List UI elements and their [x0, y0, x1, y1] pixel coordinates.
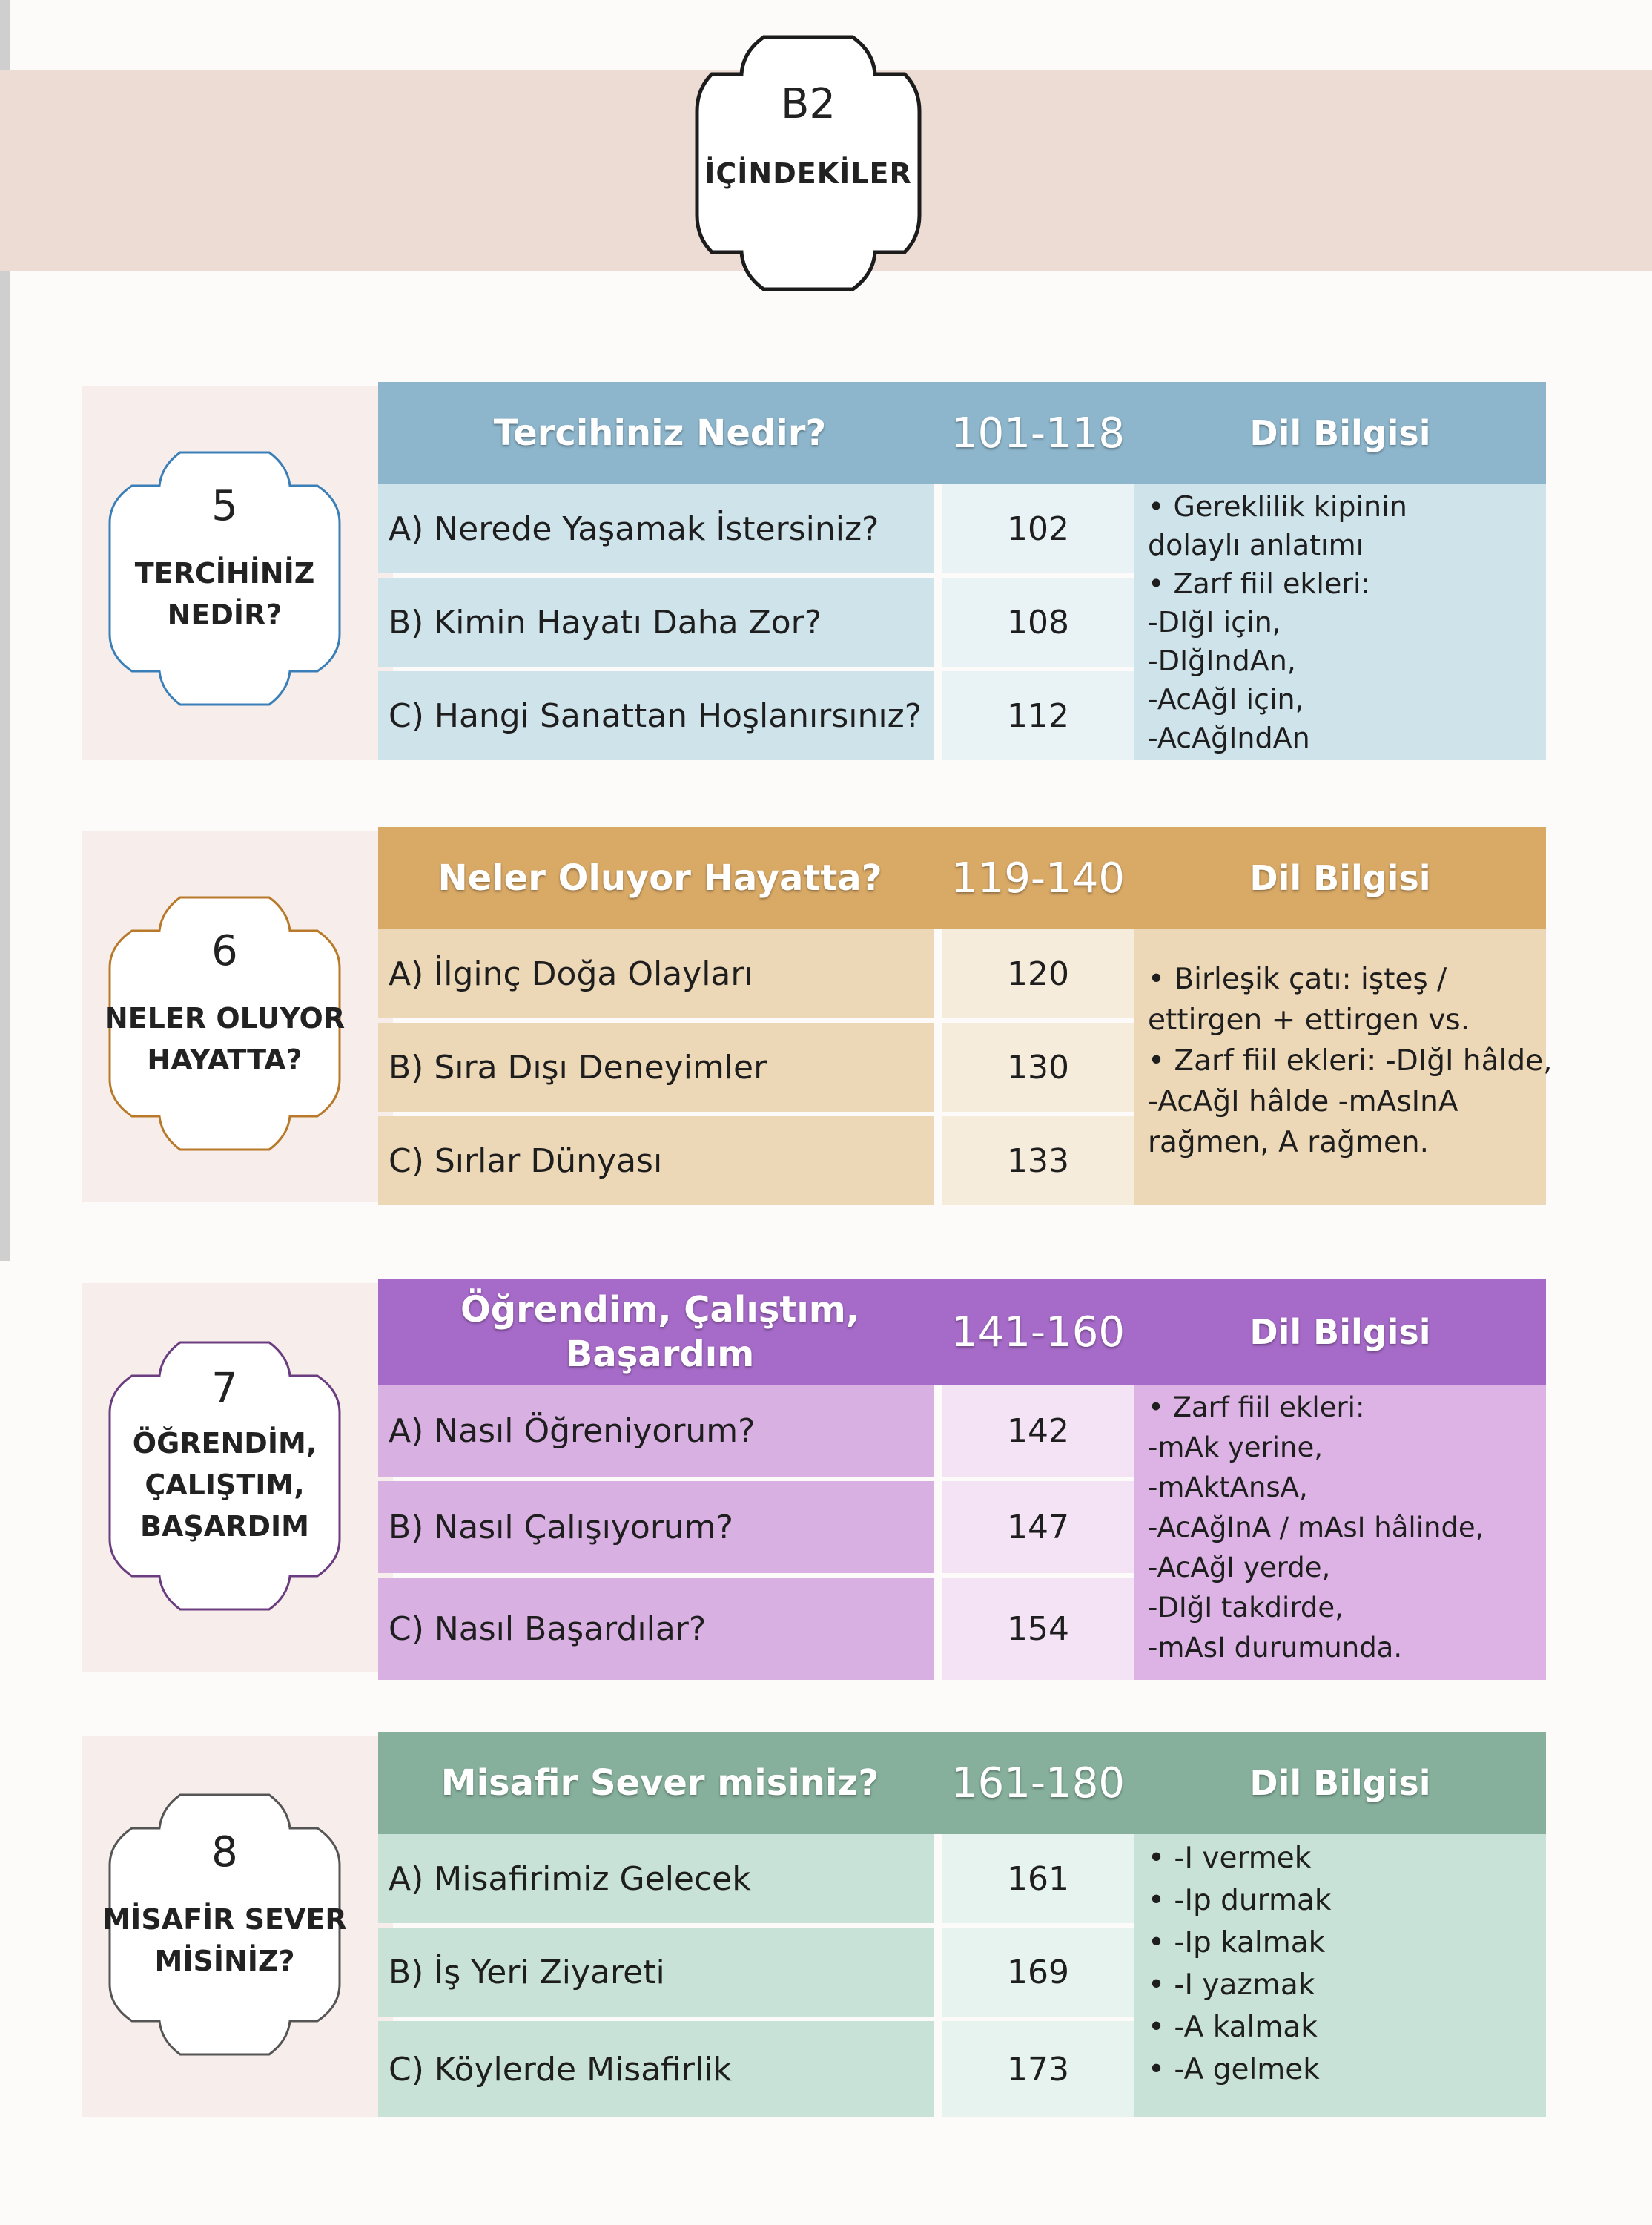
lesson-row[interactable]	[378, 671, 1134, 760]
unit-7-title: Öğrendim, Çalıştım, Başardım	[460, 1289, 860, 1375]
lesson-page[interactable]: 108	[942, 578, 1134, 667]
lesson-title[interactable]: B) Nasıl Çalışıyorum?	[378, 1481, 934, 1573]
lesson-title[interactable]: A) İlginç Doğa Olayları	[378, 929, 934, 1018]
lesson-page[interactable]: 147	[942, 1481, 1134, 1573]
unit-6-number: 6	[211, 927, 238, 975]
unit-8-grammar-notes: • -I vermek • -Ip durmak • -Ip kalmak • -I yazmak • -A kalmak • -A gelmek	[1134, 1834, 1546, 2117]
lesson-page[interactable]: 142	[942, 1385, 1134, 1477]
lesson-title[interactable]: B) İş Yeri Ziyareti	[378, 1928, 934, 2017]
unit-8-name: MİSAFİR SEVER MİSİNİZ?	[102, 1903, 347, 1977]
unit-8-title: Misafir Sever misiniz?	[440, 1762, 879, 1804]
unit-7-grammar-notes: • Zarf fiil ekleri: -mAk yerine, -mAktAnsA, -AcAğInA / mAsI hâlinde, -AcAğI yerde, -DIğI takdirde, -mAsI durumunda.	[1134, 1385, 1546, 1680]
lesson-row[interactable]	[378, 578, 1134, 667]
lesson-title[interactable]: C) Sırlar Dünyası	[378, 1116, 934, 1205]
lesson-title[interactable]: B) Sıra Dışı Deneyimler	[378, 1023, 934, 1112]
lesson-page[interactable]: 133	[942, 1116, 1134, 1205]
unit-6-table-header	[378, 827, 1546, 929]
unit-7-table	[378, 1279, 1546, 1680]
lesson-page[interactable]: 120	[942, 929, 1134, 1018]
unit-7-number: 7	[211, 1365, 238, 1413]
book-level: B2	[780, 80, 836, 128]
lesson-row[interactable]	[378, 1928, 1134, 2017]
unit-6-page-range: 119-140	[951, 854, 1125, 903]
unit-6-grammar-label: Dil Bilgisi	[1249, 858, 1431, 898]
lesson-page[interactable]: 102	[942, 484, 1134, 573]
unit-8-table-header	[378, 1732, 1546, 1834]
unit-5-table-header	[378, 382, 1546, 484]
unit-8-label	[99, 1787, 351, 2062]
unit-6-title: Neler Oluyor Hayatta?	[437, 857, 882, 899]
lesson-page[interactable]: 154	[942, 1578, 1134, 1680]
unit-5-name: TERCİHİNİZ NEDİR?	[134, 557, 315, 631]
unit-7-label	[99, 1335, 351, 1617]
lesson-row[interactable]	[378, 2021, 1134, 2117]
lesson-row[interactable]	[378, 1023, 1134, 1112]
unit-5-label	[99, 445, 351, 712]
lesson-title[interactable]: A) Nerede Yaşamak İstersiniz?	[378, 484, 934, 573]
lesson-row[interactable]	[378, 1116, 1134, 1205]
lesson-page[interactable]: 161	[942, 1834, 1134, 1923]
unit-7-table-header	[378, 1279, 1546, 1385]
lesson-row[interactable]	[378, 1481, 1134, 1573]
unit-6-label	[99, 890, 351, 1157]
unit-5-number: 5	[211, 482, 238, 530]
unit-6-table	[378, 827, 1553, 1205]
lesson-page[interactable]: 112	[942, 671, 1134, 760]
unit-7-grammar-label: Dil Bilgisi	[1249, 1312, 1431, 1352]
unit-8-number: 8	[211, 1828, 238, 1876]
unit-7-name: ÖĞRENDİM, ÇALIŞTIM, BAŞARDIM	[132, 1427, 317, 1543]
unit-8-table	[378, 1732, 1546, 2117]
lesson-page[interactable]: 173	[942, 2021, 1134, 2117]
page-title: İÇİNDEKİLER	[704, 157, 912, 190]
lesson-row[interactable]	[378, 1578, 1134, 1680]
unit-8-grammar-label: Dil Bilgisi	[1249, 1763, 1431, 1803]
lesson-title[interactable]: B) Kimin Hayatı Daha Zor?	[378, 578, 934, 667]
lesson-page[interactable]: 130	[942, 1023, 1134, 1112]
lesson-title[interactable]: C) Hangi Sanattan Hoşlanırsınız?	[378, 671, 934, 760]
lesson-title[interactable]: C) Köylerde Misafirlik	[378, 2021, 934, 2117]
unit-5-table	[378, 382, 1546, 760]
unit-5-page-range: 101-118	[951, 409, 1125, 458]
unit-7-page-range: 141-160	[951, 1308, 1125, 1357]
lesson-title[interactable]: A) Misafirimiz Gelecek	[378, 1834, 934, 1923]
lesson-row[interactable]	[378, 1834, 1134, 1923]
lesson-row[interactable]	[378, 929, 1134, 1018]
unit-5-title: Tercihiniz Nedir?	[493, 412, 827, 454]
lesson-row[interactable]	[378, 1385, 1134, 1477]
unit-5-grammar-notes: • Gereklilik kipinin dolaylı anlatımı • Zarf fiil ekleri: -DIğI için, -DIğIndAn, -AcAğI için, -AcAğIndAn	[1134, 484, 1546, 760]
lesson-row[interactable]	[378, 484, 1134, 573]
lesson-page[interactable]: 169	[942, 1928, 1134, 2017]
lesson-title[interactable]: A) Nasıl Öğreniyorum?	[378, 1385, 934, 1477]
unit-6-grammar-notes: • Birleşik çatı: işteş / ettirgen + ettirgen vs. • Zarf fiil ekleri: -DIğI hâlde, -AcAğI hâlde -mAsInA rağmen, A rağmen.	[1134, 929, 1546, 1205]
unit-5-grammar-label: Dil Bilgisi	[1249, 413, 1431, 453]
unit-6-name: NELER OLUYOR HAYATTA?	[104, 1002, 346, 1076]
unit-8-page-range: 161-180	[951, 1758, 1125, 1807]
lesson-title[interactable]: C) Nasıl Başardılar?	[378, 1578, 934, 1680]
